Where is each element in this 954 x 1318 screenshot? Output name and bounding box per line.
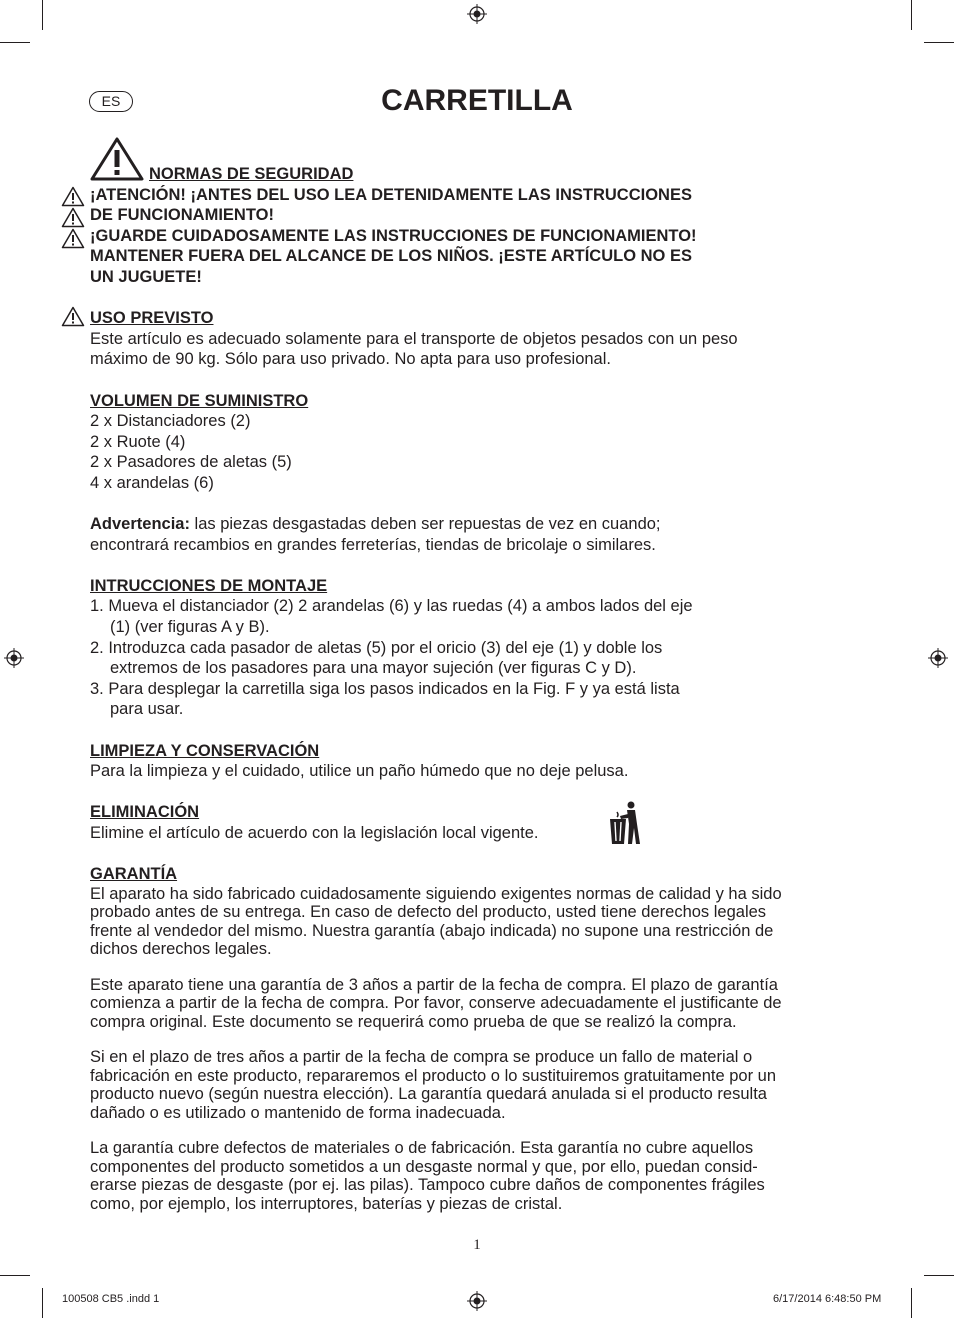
warranty-line: producto nuevo (según nuestra elección). La garantía quedará anulada si el producto resulta [90, 1085, 767, 1104]
crop-mark [42, 1288, 43, 1318]
assembly-step-continued: para usar. [110, 700, 184, 719]
assembly-heading: INTRUCCIONES DE MONTAJE [90, 576, 328, 595]
warning-triangle-icon [61, 207, 85, 228]
registration-mark-icon [467, 1291, 487, 1311]
page-title: CARRETILLA [381, 84, 573, 117]
slug-datetime: 6/17/2014 6:48:50 PM [773, 1293, 882, 1305]
supply-item: 2 x Distanciadores (2) [90, 412, 251, 431]
warranty-line: Este aparato tiene una garantía de 3 años a partir de la fecha de compra. El plazo de garantía [90, 975, 778, 994]
warranty-line: Si en el plazo de tres años a partir de la fecha de compra se produce un fallo de material o [90, 1048, 753, 1067]
warranty-paragraph [90, 885, 870, 959]
warning-triangle-icon [61, 306, 85, 327]
warranty-paragraph [90, 1139, 870, 1213]
disposal-text: Elimine el artículo de acuerdo con la legislación local vigente. [90, 824, 539, 842]
crop-mark [0, 42, 30, 43]
crop-mark [911, 0, 912, 30]
crop-mark [42, 0, 43, 30]
warranty-heading: GARANTÍA [90, 865, 178, 884]
warning-note [90, 514, 870, 535]
safety-warning-line: DE FUNCIONAMIENTO! [90, 206, 274, 225]
assembly-step: 2. Introduzca cada pasador de aletas (5) por el oricio (3) del eje (1) y doble los [90, 638, 663, 657]
warranty-line: componentes del producto sometidos a un desgaste normal y que, por ello, puedan consid- [90, 1157, 758, 1176]
body-text-line: máximo de 90 kg. Sólo para uso privado. No apta para uso profesional. [90, 350, 611, 369]
cleaning-text: Para la limpieza y el cuidado, utilice un paño húmedo que no deje pelusa. [90, 762, 629, 781]
warranty-line: comienza a partir de la fecha de compra. Por favor, conserve adecuadamente el justificante de [90, 994, 782, 1013]
supply-item: 2 x Ruote (4) [90, 432, 186, 451]
language-badge: ES [89, 91, 133, 112]
supply-item: 4 x arandelas (6) [90, 473, 214, 492]
registration-mark-icon [928, 648, 948, 668]
supply-heading: VOLUMEN DE SUMINISTRO [90, 391, 309, 410]
safety-warning-line: ¡ATENCIÓN! ¡ANTES DEL USO LEA DETENIDAMENTE LAS INSTRUCCIONES [90, 185, 692, 204]
warranty-paragraph [90, 1048, 870, 1122]
safety-warning-line: MANTENER FUERA DEL ALCANCE DE LOS NIÑOS. ¡ESTE ARTÍCULO NO ES [90, 247, 692, 266]
content-column [90, 164, 870, 1213]
safety-heading: NORMAS DE SEGURIDAD [149, 165, 354, 183]
supply-item: 2 x Pasadores de aletas (5) [90, 453, 292, 472]
intended-use-heading: USO PREVISTO [90, 309, 214, 328]
warranty-line: frente al vendedor del mismo. Nuestra garantía (abajo indicada) no supone una restricción de [90, 921, 774, 940]
safety-warning-line: ¡GUARDE CUIDADOSAMENTE LAS INSTRUCCIONES DE FUNCIONAMIENTO! [90, 226, 697, 245]
crop-mark [924, 42, 954, 43]
warning-triangle-icon [61, 228, 85, 249]
registration-mark-icon [467, 4, 487, 24]
assembly-step: 1. Mueva el distanciador (2) 2 arandelas (6) y las ruedas (4) a ambos lados del eje [90, 597, 693, 616]
warranty-line: compra original. Este documento se requerirá como prueba de que se realizó la compra. [90, 1012, 737, 1031]
registration-mark-icon [4, 648, 24, 668]
warning-note-text: las piezas desgastadas deben ser repuestas de vez en cuando; [189, 515, 661, 534]
crop-mark [924, 1275, 954, 1276]
assembly-step: 3. Para desplegar la carretilla siga los pasos indicados en la Fig. F y ya está lista [90, 679, 680, 698]
trash-bin-icon [608, 800, 642, 846]
crop-mark [911, 1288, 912, 1318]
warranty-line: dañado o es utilizado o mantenido de forma inadecuada. [90, 1103, 506, 1122]
body-text-line: Este artículo es adecuado solamente para el transporte de objetos pesados con un peso [90, 329, 738, 348]
crop-mark [0, 1275, 30, 1276]
assembly-step-continued: extremos de los pasadores para una mayor sujeción (ver figuras C y D). [110, 659, 637, 678]
slug-filename: 100508 CB5 .indd 1 [62, 1293, 160, 1305]
safety-warning-line: UN JUGUETE! [90, 267, 202, 286]
warranty-line: como, por ejemplo, los interruptores, baterías y piezas de cristal. [90, 1194, 563, 1213]
warning-note-label: Advertencia: [90, 515, 190, 534]
warranty-line: El aparato ha sido fabricado cuidadosamente siguiendo exigentes normas de calidad y ha sido [90, 884, 782, 903]
warranty-paragraph [90, 976, 870, 1032]
warning-note-text: encontrará recambios en grandes ferreterías, tiendas de bricolaje o similares. [90, 535, 656, 554]
warranty-line: erarse piezas de desgaste (por ej. las pilas). Tampoco cubre daños de componentes frágiles [90, 1176, 765, 1195]
cleaning-heading: LIMPIEZA Y CONSERVACIÓN [90, 741, 320, 760]
warranty-line: La garantía cubre defectos de materiales o de fabricación. Esta garantía no cubre aquellos [90, 1139, 754, 1158]
warranty-line: probado antes de su entrega. En caso de defecto del producto, usted tiene derechos legales [90, 903, 767, 922]
disposal-heading: ELIMINACIÓN [90, 803, 200, 822]
warning-triangle-icon [61, 186, 85, 207]
page-number: 1 [473, 1237, 481, 1253]
warranty-line: fabricación en este producto, repararemos el producto o lo sustituiremos gratuitamente por un [90, 1066, 777, 1085]
warranty-line: dichos derechos legales. [90, 940, 272, 959]
assembly-step-continued: (1) (ver figuras A y B). [110, 618, 270, 637]
